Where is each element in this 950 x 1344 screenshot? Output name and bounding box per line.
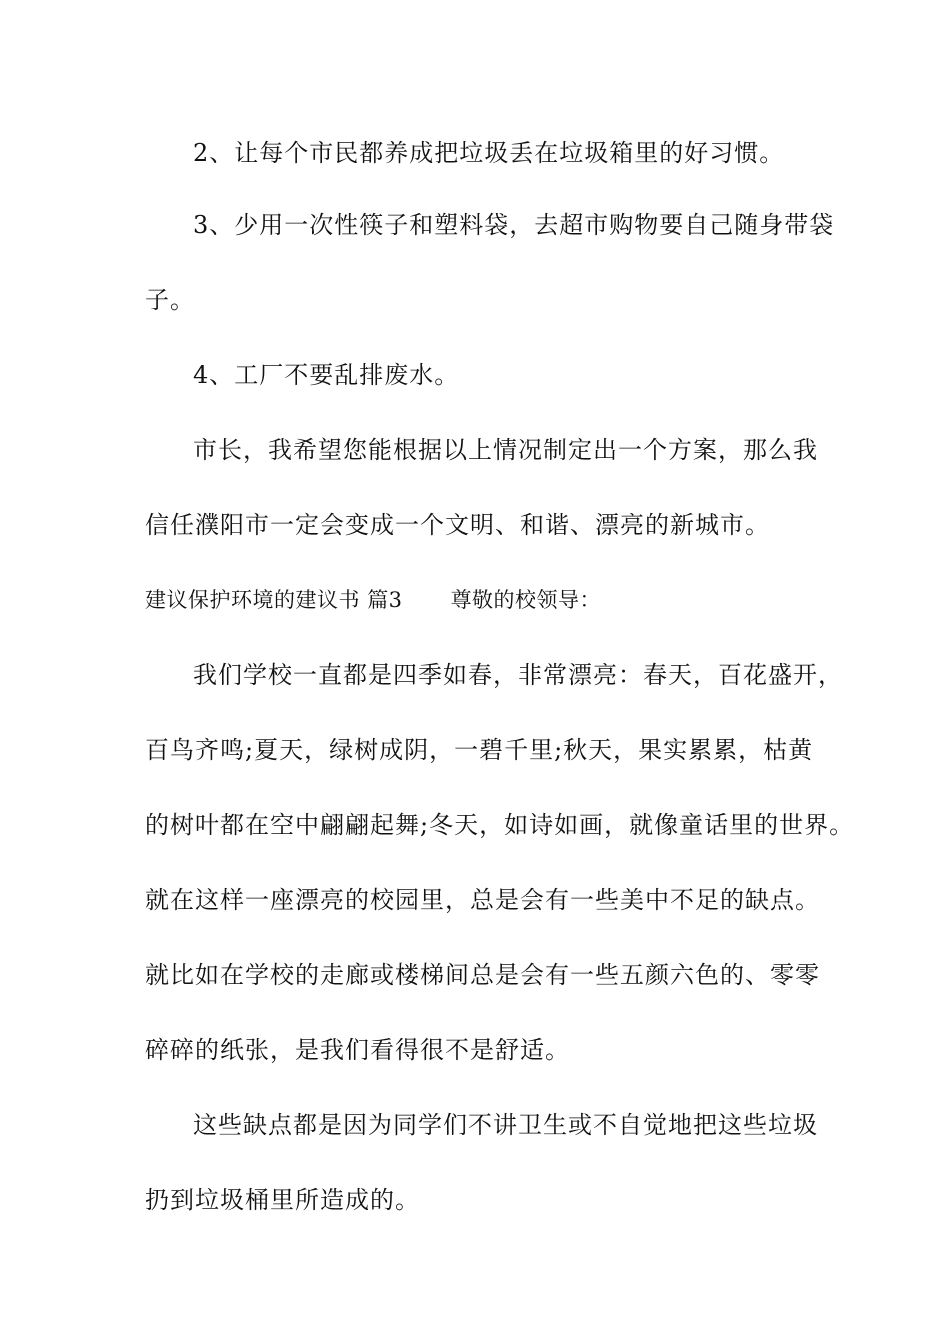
paragraph-line: 我们学校一直都是四季如春，非常漂亮：春天，百花盛开， [193, 661, 843, 689]
paragraph-line: 子。 [145, 286, 195, 314]
paragraph-line: 碎碎的纸张，是我们看得很不是舒适。 [145, 1036, 570, 1064]
paragraph-line: 4、工厂不要乱排废水。 [193, 361, 460, 389]
paragraph-line: 扔到垃圾桶里所造成的。 [145, 1186, 420, 1214]
paragraph-line: 就比如在学校的走廊或楼梯间总是会有一些五颜六色的、零零 [145, 961, 820, 989]
heading-title: 建议保护环境的建议书 [145, 588, 360, 612]
paragraph-line: 百鸟齐鸣;夏天，绿树成阴，一碧千里;秋天，果实累累，枯黄 [145, 736, 814, 764]
paragraph-line: 这些缺点都是因为同学们不讲卫生或不自觉地把这些垃圾 [193, 1111, 818, 1139]
paragraph-line: 就在这样一座漂亮的校园里，总是会有一些美中不足的缺点。 [145, 886, 820, 914]
paragraph-line: 的树叶都在空中翩翩起舞;冬天，如诗如画，就像童话里的世界。 [145, 811, 855, 839]
paragraph-line: 市长，我希望您能根据以上情况制定出一个方案，那么我 [193, 436, 818, 464]
paragraph-line: 信任濮阳市一定会变成一个文明、和谐、漂亮的新城市。 [145, 511, 770, 539]
section-heading [145, 586, 601, 614]
paragraph-line: 3、少用一次性筷子和塑料袋，去超市购物要自己随身带袋 [193, 211, 835, 239]
heading-section: 篇3 [367, 588, 403, 612]
paragraph-line: 2、让每个市民都养成把垃圾丢在垃圾箱里的好习惯。 [193, 139, 785, 167]
heading-salutation: 尊敬的校领导： [450, 588, 602, 612]
